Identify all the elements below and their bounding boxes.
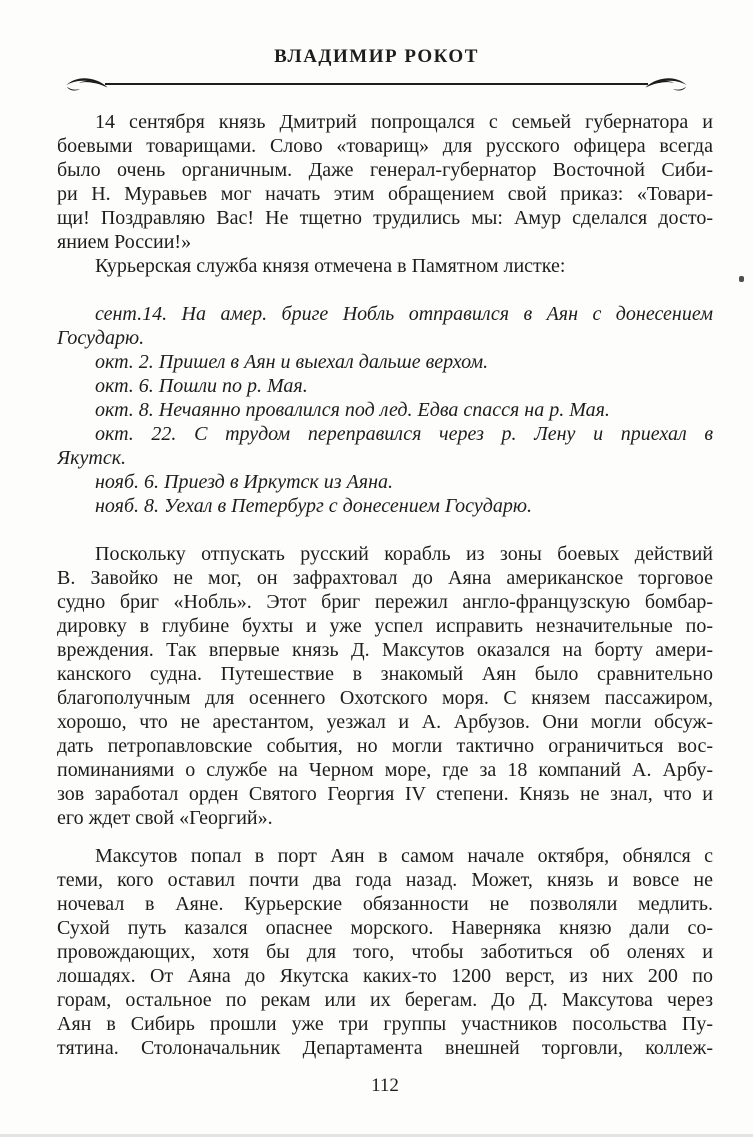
text-line: нояб. 8. Уехал в Петербург с донесением Государю. [95, 495, 532, 517]
memo-list-block [57, 302, 713, 518]
running-title: ВЛАДИМИР РОКОТ [274, 46, 479, 67]
leaf-flourish-right-icon [645, 76, 689, 93]
header-rule-line [105, 83, 648, 85]
text-line: поминаниями о службе на Черном море, где за 18 компаний А. Арбу- [57, 759, 713, 781]
text-line: Курьерская служба князя отмечена в Памятном листке: [95, 255, 566, 277]
text-line: зов заработал орден Святого Георгия IV степени. Князь не знал, что и [57, 783, 713, 805]
text-line: Государю. [57, 327, 145, 349]
text-line: горам, остальное по рекам или их берегам. До Д. Максутова через [57, 989, 713, 1011]
text-line: благополучным для осеннего Охотского моря. С князем пассажиром, [57, 687, 713, 709]
memo-entry [57, 302, 713, 350]
memo-entry [57, 398, 713, 422]
text-line: окт. 2. Пришел в Аян и выехал дальше верхом. [95, 351, 489, 373]
text-line: его ждет свой «Георгий». [57, 807, 273, 829]
text-line: боевыми товарищами. Слово «товарищ» для русского офицера всегда [57, 135, 713, 157]
text-line: 14 сентября князь Дмитрий попрощался с семьей губернатора и [95, 111, 713, 133]
memo-entry [57, 350, 713, 374]
scan-speck [739, 276, 744, 282]
text-line: ночевал в Аяне. Курьерские обязанности не позволяли медлить. [57, 893, 713, 915]
paragraph-memo-lead [57, 254, 713, 278]
page-number: 112 [371, 1075, 399, 1096]
text-line: дировку в глубине бухты и уже успел исправить незначительные по- [57, 615, 713, 637]
text-line: Сухой путь казался опаснее морского. Наверняка князю дали со- [57, 917, 713, 939]
text-line: ри Н. Муравьев мог начать этим обращением свой приказ: «Товари- [57, 183, 713, 205]
paragraph-opening [57, 110, 713, 254]
text-line: лошадях. От Аяна до Якутска каких-то 1200 верст, из них 200 по [57, 965, 713, 987]
text-line: было очень органичным. Даже генерал-губернатор Восточной Сиби- [57, 159, 713, 181]
leaf-flourish-left-icon [64, 76, 108, 93]
text-line: Поскольку отпускать русский корабль из зоны боевых действий [95, 543, 713, 565]
text-line: вреждения. Так впервые князь Д. Максутов оказался на борту амери- [57, 639, 713, 661]
paragraph-maksutov-ayan [57, 844, 713, 1060]
text-line: хорошо, что не арестантом, уезжал и А. Арбузов. Они могли обсуж- [57, 711, 713, 733]
memo-entry [57, 422, 713, 470]
text-line: окт. 8. Нечаянно провалился под лед. Едва спасся на р. Мая. [95, 399, 610, 421]
text-line: дать петропавловские события, но могли тактично ограничиться вос- [57, 735, 713, 757]
header-ornament-rule [64, 74, 689, 94]
text-line: тятина. Столоначальник Департамента внешней торговли, коллеж- [57, 1037, 713, 1059]
memo-entry [57, 494, 713, 518]
text-line: провождающих, хотя бы для того, чтобы заботиться об оленях и [57, 941, 713, 963]
text-line: янием России!» [57, 231, 192, 253]
text-line: щи! Поздравляю Вас! Не тщетно трудились мы: Амур сделался досто- [57, 207, 713, 229]
text-line: Якутск. [57, 447, 127, 469]
paragraph-noble-brig [57, 542, 713, 830]
text-line: судно бриг «Нобль». Этот бриг пережил англо-французскую бомбар- [57, 591, 713, 613]
memo-entry [57, 470, 713, 494]
text-line: сент.14. На амер. бриге Нобль отправился в Аян с донесением [95, 303, 713, 325]
text-line: окт. 6. Пошли по р. Мая. [95, 375, 308, 397]
text-line: канского судна. Путешествие в знакомый Аян было сравнительно [57, 663, 713, 685]
page-text-block [57, 110, 713, 1098]
memo-entry [57, 374, 713, 398]
text-line: теми, кого оставил почти два года назад. Может, князь и вовсе не [57, 869, 713, 891]
text-line: нояб. 6. Приезд в Иркутск из Аяна. [95, 471, 393, 493]
text-line: Максутов попал в порт Аян в самом начале октября, обнялся с [95, 845, 713, 867]
text-line: окт. 22. С трудом переправился через р. Лену и приехал в [95, 423, 713, 445]
text-line: Аян в Сибирь прошли уже три группы участников посольства Пу- [57, 1013, 713, 1035]
text-line: В. Завойко не мог, он зафрахтовал до Аяна американское торговое [57, 567, 713, 589]
